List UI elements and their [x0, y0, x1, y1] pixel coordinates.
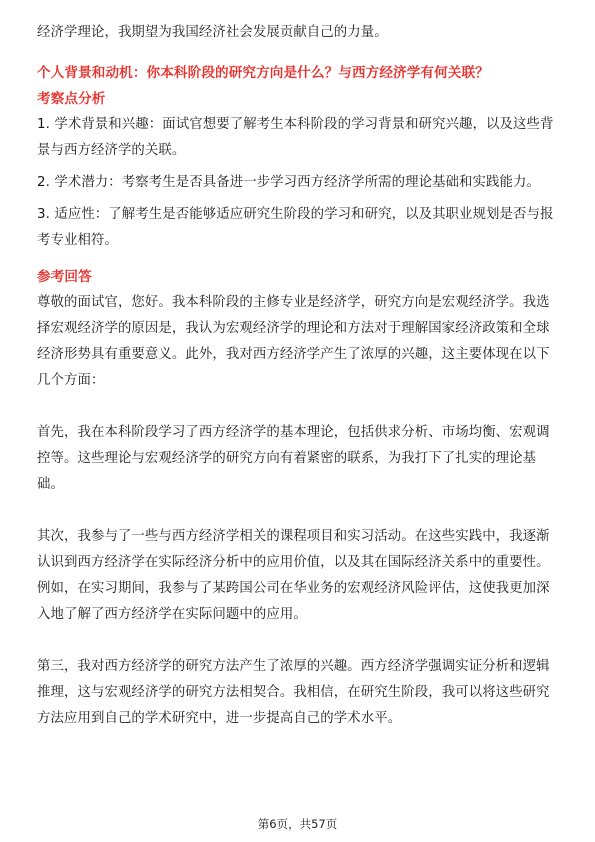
- analysis-point-1: 1. 学术背景和兴趣：面试官想要了解考生本科阶段的学习背景和研究兴趣，以及这些背景与西方经济学的关联。: [37, 117, 554, 158]
- paragraph-spacer: [37, 394, 559, 420]
- paragraph-spacer: [37, 498, 559, 524]
- analysis-point-2: 2. 学术潜力：考察考生是否具备进一步学习西方经济学所需的理论基础和实践能力。: [37, 175, 540, 190]
- analysis-point-3: 3. 适应性：了解考生是否能够适应研究生阶段的学习和研究，以及其职业规划是否与报考专业相符。: [37, 207, 554, 248]
- page-number: 第6页，共57页: [257, 817, 338, 831]
- question-heading: 个人背景和动机：你本科阶段的研究方向是什么？与西方经济学有何关联？: [37, 65, 489, 81]
- answer-paragraph-3: 其次，我参与了一些与西方经济学相关的课程项目和实习活动。在这些实践中，我逐渐认识到西方经济学在实际经济分析中的应用价值，以及其在国际经济关系中的重要性。例如，在实习期间，我参与了某跨国公司在华业务的宏观经济风险评估，这使我更加深入地了解了西方经济学在实际问题中的应用。: [37, 529, 550, 622]
- analysis-heading: 考察点分析: [37, 91, 106, 107]
- answer-paragraph-1: 尊敬的面试官，您好。我本科阶段的主修专业是经济学，研究方向是宏观经济学。我选择宏观经济学的原因是，我认为宏观经济学的理论和方法对于理解国家经济政策和全球经济形势具有重要意义。此外，我对西方经济学产生了浓厚的兴趣，这主要体现在以下几个方面：: [37, 295, 550, 388]
- answer-paragraph-2: 首先，我在本科阶段学习了西方经济学的基本理论，包括供求分析、市场均衡、宏观调控等。这些理论与宏观经济学的研究方向有着紧密的联系，为我打下了扎实的理论基础。: [37, 425, 550, 492]
- document-page: [37, 20, 559, 732]
- paragraph-spacer: [37, 628, 559, 654]
- answer-heading: 参考回答: [37, 269, 92, 285]
- intro-tail-text: 经济学理论，我期望为我国经济社会发展贡献自己的力量。: [37, 25, 388, 40]
- answer-paragraph-4: 第三，我对西方经济学的研究方法产生了浓厚的兴趣。西方经济学强调实证分析和逻辑推理，这与宏观经济学的研究方法相契合。我相信，在研究生阶段，我可以将这些研究方法应用到自己的学术研究中，进一步提高自己的学术水平。: [37, 659, 550, 726]
